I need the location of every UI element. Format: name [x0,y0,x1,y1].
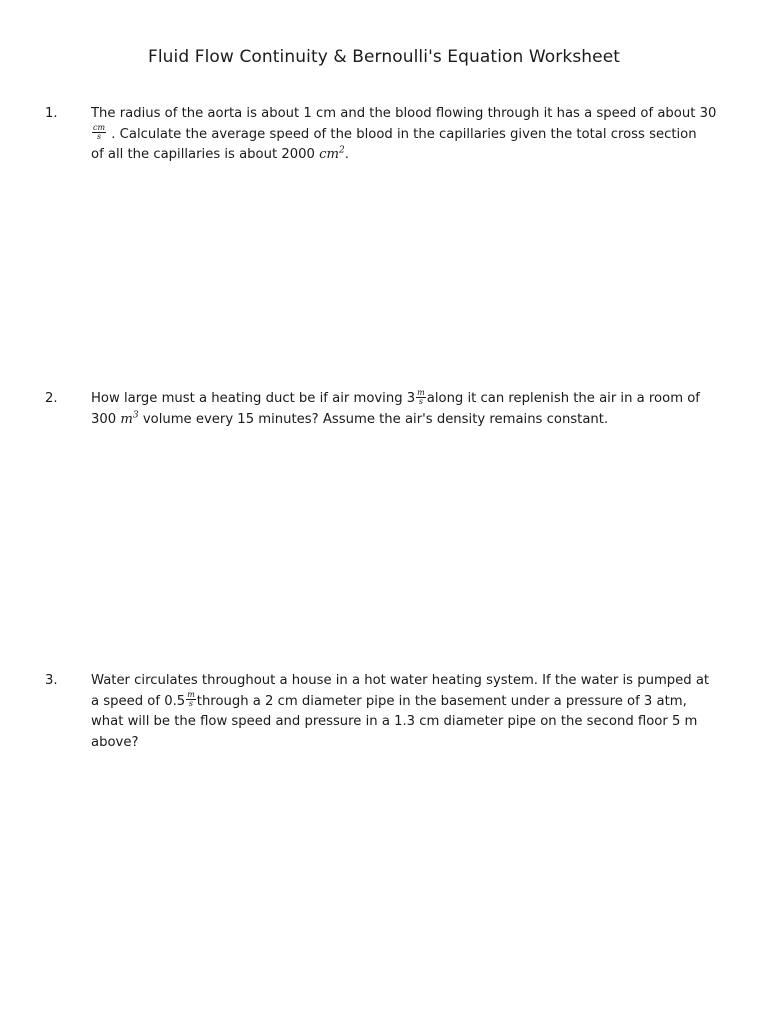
question-line: $\frac{cm}{s}$ . Calculate the average speed of the blood in the capillaries given the total cross section [93,123,697,142]
unit-fraction: $\frac{m}{s}$ [187,690,195,708]
question-line: of all the capillaries is about 2000 $cm^2$. [91,145,349,162]
question-line: How large must a heating duct be if air moving 3 $\frac{m}{s}$ along it can replenish the air in a room of [91,387,700,406]
question-text [91,671,731,753]
question-line: what will be the flow speed and pressure in a 1.3 cm diameter pipe on the second floor 5 m [91,714,698,729]
question-text [91,104,731,166]
question-text [91,389,731,430]
question-line: a speed of 0.5 $\frac{m}{s}$ through a 2 cm diameter pipe in the basement under a pressure of 3 atm, [91,690,687,709]
question-number: 3. [45,673,58,688]
question-line: above? [91,734,139,750]
question-line: 300 $m^3$ volume every 15 minutes? Assume the air's density remains constant. [91,410,609,427]
unit-fraction: $\frac{m}{s}$ [417,387,425,406]
question-line: Water circulates throughout a house in a hot water heating system. If the water is pumped at [91,673,710,688]
unit-fraction: $\frac{cm}{s}$ [93,123,106,141]
question-number: 2. [45,391,58,406]
question-number: 1. [45,106,58,121]
question-line: The radius of the aorta is about 1 cm and the blood flowing through it has a speed of about 30 [91,106,717,121]
page-title: Fluid Flow Continuity & Bernoulli's Equation Worksheet [147,47,621,67]
